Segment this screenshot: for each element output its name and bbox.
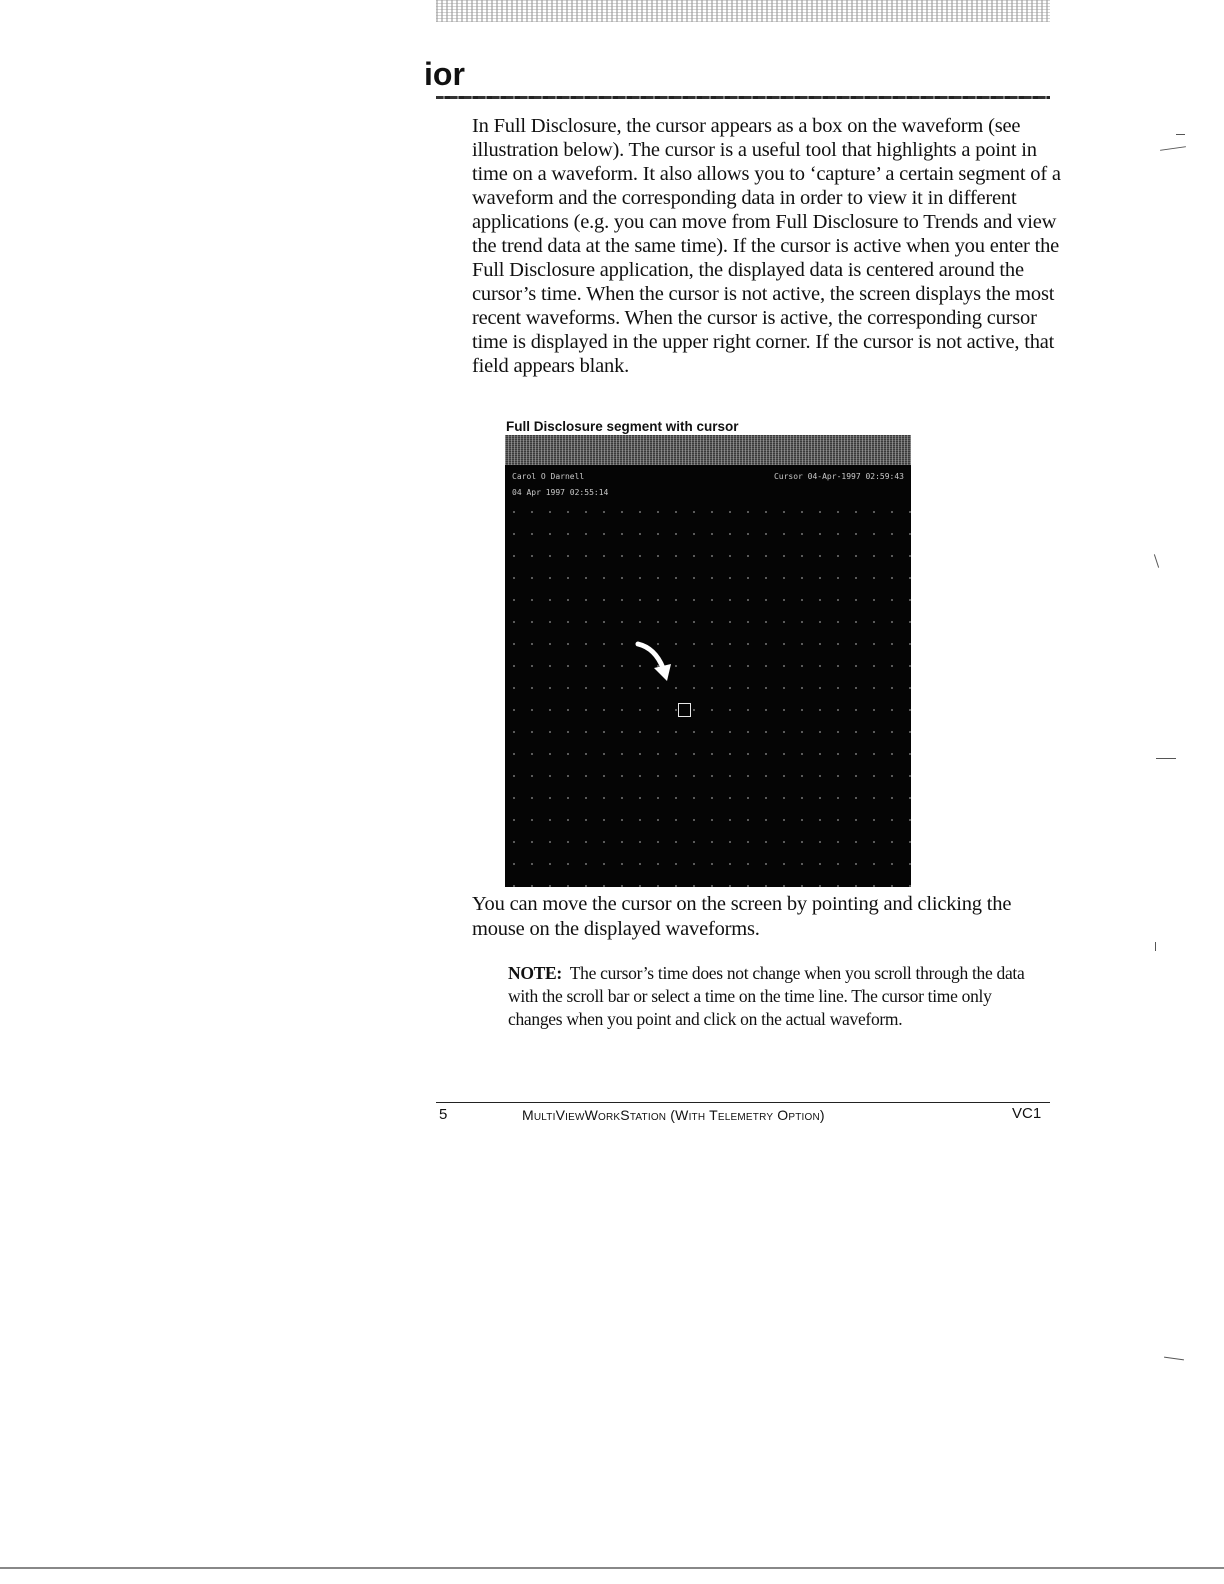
full-disclosure-screenshot (505, 435, 911, 887)
scan-mark (1160, 146, 1186, 151)
scan-artifact-strip (436, 0, 1050, 22)
footer-code: VC1 (1012, 1105, 1042, 1122)
note-block (508, 962, 1048, 1031)
cursor-box-icon (678, 703, 691, 717)
scan-mark (1176, 134, 1185, 135)
segment-date: 04 Apr 1997 02:55:14 (512, 488, 609, 497)
scan-mark (1164, 1357, 1184, 1361)
note-text: The cursor’s time does not change when you scroll through the data with the scroll bar or select a time on the time line. The cursor time only changes when you point and click on the actual waveform. (508, 963, 1025, 1029)
note-label: NOTE: (508, 963, 562, 983)
figure-caption: Full Disclosure segment with cursor (506, 419, 739, 434)
footer-rule (436, 1102, 1050, 1103)
scan-mark (1154, 554, 1159, 568)
patient-name: Carol O Darnell (512, 472, 585, 481)
intro-paragraph: In Full Disclosure, the cursor appears as a box on the waveform (see illustration below). The cursor is a useful tool that highlights a point in time on a waveform. It also allows you to ‘capture’ a certain segment of a waveform and the corresponding data in order to view it in different applications (e.g. you can move from Full Disclosure to Trends and view the trend data at the same time). If the cursor is active when you enter the Full Disclosure application, the displayed data is centered around the cursor’s time. When the cursor is not active, the screen displays the most recent waveforms. When the cursor is active, the corresponding cursor time is displayed in the upper right corner. If the cursor is not active, that field appears blank. (472, 115, 1061, 377)
section-heading: ior (424, 56, 465, 92)
waveform-grid (505, 501, 911, 887)
page-number: 5 (439, 1106, 448, 1123)
curved-arrow-icon (633, 638, 675, 684)
scan-edge-line (0, 1567, 1224, 1569)
scan-mark (1155, 942, 1156, 951)
heading-rule (436, 96, 1050, 99)
footer-title: MultiViewWorkStation (With Telemetry Option) (522, 1107, 825, 1123)
screen-titlebar (505, 435, 911, 465)
scan-mark (1156, 758, 1176, 759)
move-cursor-paragraph: You can move the cursor on the screen by pointing and clicking the mouse on the displayed waveforms. (472, 893, 1012, 940)
cursor-time-readout: Cursor 04-Apr-1997 02:59:43 (773, 472, 904, 481)
